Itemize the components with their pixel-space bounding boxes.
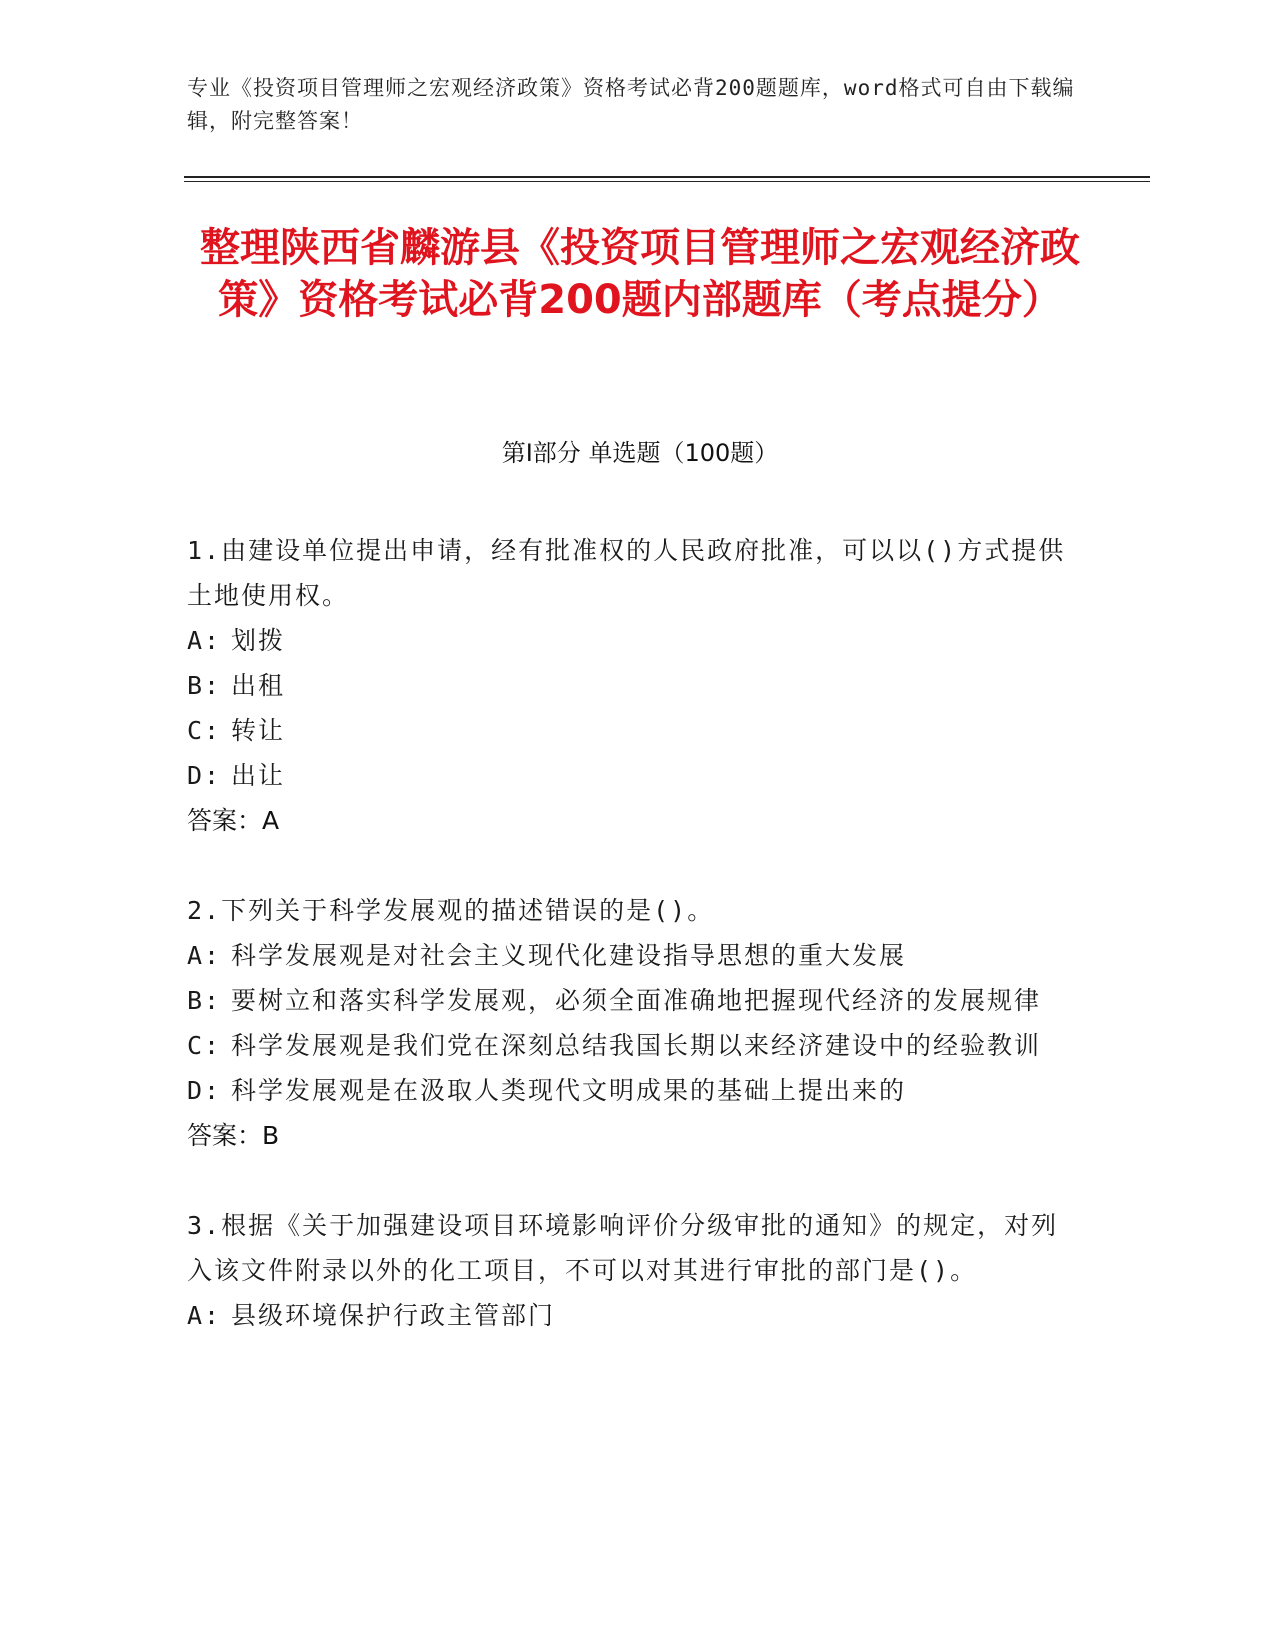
option-letter: A: (187, 941, 222, 970)
option-d (187, 753, 1067, 798)
question-list (187, 528, 1067, 1383)
header-divider-thin (184, 181, 1150, 182)
option-a (187, 618, 1067, 663)
question-stem: 2.下列关于科学发展观的描述错误的是()。 (187, 896, 715, 925)
header-divider (184, 176, 1150, 178)
option-letter: C: (187, 716, 222, 745)
option-text: 科学发展观是在汲取人类现代文明成果的基础上提出来的 (231, 1076, 907, 1105)
option-letter: D: (187, 761, 222, 790)
question-1 (187, 528, 1067, 843)
option-text: 科学发展观是我们党在深刻总结我国长期以来经济建设中的经验教训 (231, 1031, 1042, 1060)
option-letter: B: (187, 671, 222, 700)
answer-label: 答案：B (187, 1121, 280, 1150)
option-text: 科学发展观是对社会主义现代化建设指导思想的重大发展 (231, 941, 907, 970)
option-b (187, 978, 1067, 1023)
option-c (187, 1023, 1067, 1068)
option-letter: D: (187, 1076, 222, 1105)
option-text: 出租 (231, 671, 286, 700)
option-letter: B: (187, 986, 222, 1015)
question-stem: 1.由建设单位提出申请，经有批准权的人民政府批准，可以以()方式提供土地使用权。 (187, 536, 1066, 610)
option-text: 出让 (231, 761, 286, 790)
section-title: 第I部分 单选题（100题） (501, 439, 779, 467)
option-letter: C: (187, 1031, 222, 1060)
option-a (187, 1293, 1067, 1338)
option-b (187, 663, 1067, 708)
option-text: 划拨 (231, 626, 286, 655)
option-c (187, 708, 1067, 753)
option-text: 要树立和落实科学发展观，必须全面准确地把握现代经济的发展规律 (231, 986, 1042, 1015)
question-3 (187, 1203, 1067, 1338)
option-text: 县级环境保护行政主管部门 (231, 1301, 556, 1330)
option-letter: A: (187, 626, 222, 655)
document-title: 整理陕西省麟游县《投资项目管理师之宏观经济政策》资格考试必背200题内部题库（考点提分） (200, 225, 1080, 323)
option-d (187, 1068, 1067, 1113)
question-stem: 3.根据《关于加强建设项目环境影响评价分级审批的通知》的规定，对列入该文件附录以外的化工项目，不可以对其进行审批的部门是()。 (187, 1211, 1059, 1285)
answer-label: 答案：A (187, 806, 280, 835)
option-letter: A: (187, 1301, 222, 1330)
header-note: 专业《投资项目管理师之宏观经济政策》资格考试必背200题题库，word格式可自由下载编辑，附完整答案！ (187, 76, 1075, 133)
option-a (187, 933, 1067, 978)
question-2 (187, 888, 1067, 1158)
option-text: 转让 (231, 716, 286, 745)
